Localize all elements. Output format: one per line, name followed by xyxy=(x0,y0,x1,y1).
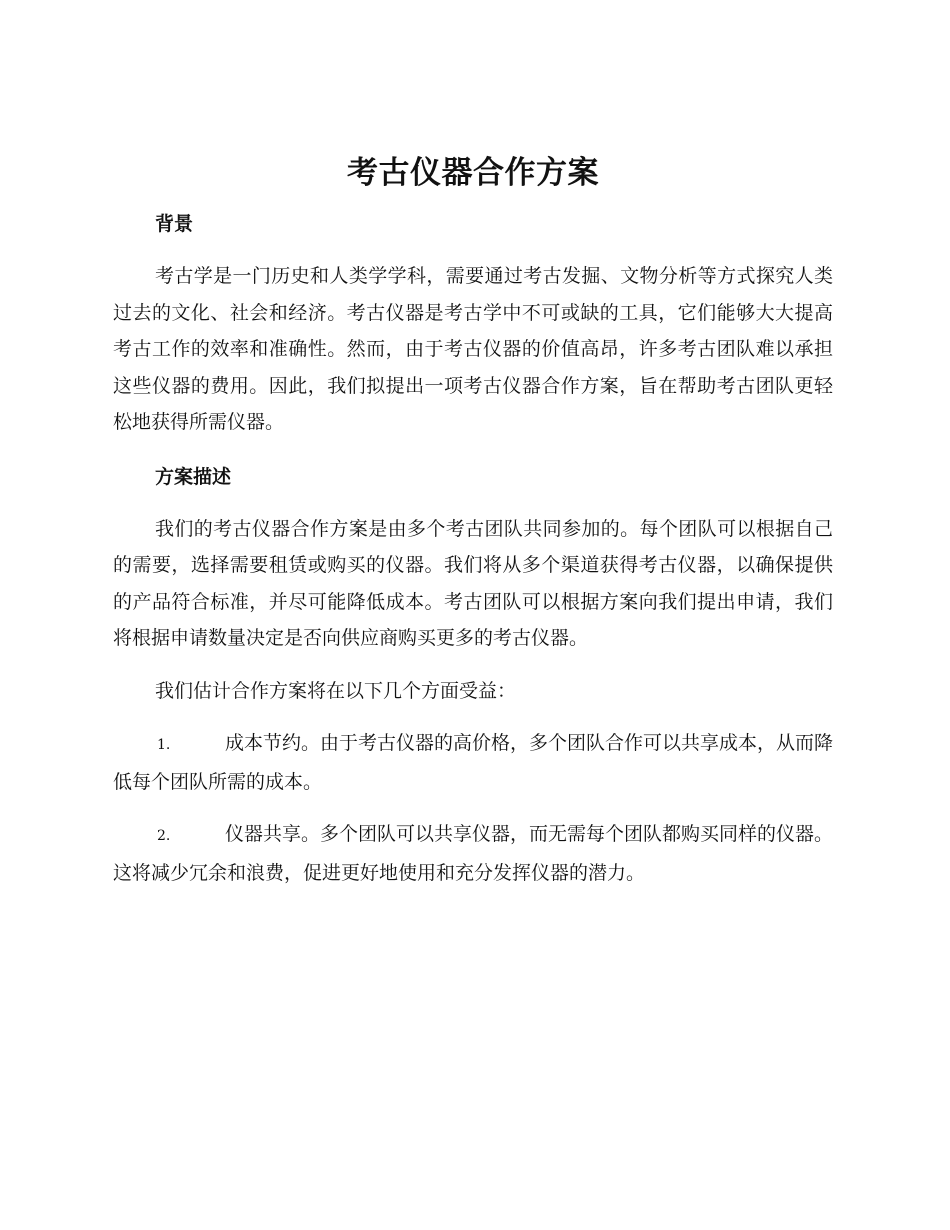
list-number: 1. xyxy=(157,737,171,753)
section-heading-background: 背景 xyxy=(155,213,194,235)
spacer xyxy=(113,491,833,511)
list-item xyxy=(113,725,833,800)
spacer xyxy=(113,657,833,673)
list-item xyxy=(113,816,833,891)
document-title: 考古仪器合作方案 xyxy=(347,155,599,191)
list-number: 2. xyxy=(157,828,171,844)
spacer xyxy=(113,441,833,463)
spacer xyxy=(113,238,833,258)
spacer xyxy=(113,709,833,725)
benefits-intro-paragraph: 我们估计合作方案将在以下几个方面受益： xyxy=(155,679,517,702)
document-page xyxy=(113,150,833,891)
list-item-text: 仪器共享。多个团队可以共享仪器，而无需每个团队都购买同样的仪器。这将减少冗余和浪费，促进更好地使用和充分发挥仪器的潜力。 xyxy=(113,823,834,884)
spacer xyxy=(113,800,833,816)
plan-description-paragraph: 我们的考古仪器合作方案是由多个考古团队共同参加的。每个团队可以根据自己的需要，选择需要租赁或购买的仪器。我们将从多个渠道获得考古仪器，以确保提供的产品符合标准，并尽可能降低成本。考古团队可以根据方案向我们提出申请，我们将根据申请数量决定是否向供应商购买更多的考古仪器。 xyxy=(113,517,833,649)
background-paragraph: 考古学是一门历史和人类学学科，需要通过考古发掘、文物分析等方式探究人类过去的文化、社会和经济。考古仪器是考古学中不可或缺的工具，它们能够大大提高考古工作的效率和准确性。然而，由于考古仪器的价值高昂，许多考古团队难以承担这些仪器的费用。因此，我们拟提出一项考古仪器合作方案，旨在帮助考古团队更轻松地获得所需仪器。 xyxy=(113,265,833,433)
list-item-text: 成本节约。由于考古仪器的高价格，多个团队合作可以共享成本，从而降低每个团队所需的成本。 xyxy=(113,732,834,793)
section-heading-plan-description: 方案描述 xyxy=(155,465,232,488)
